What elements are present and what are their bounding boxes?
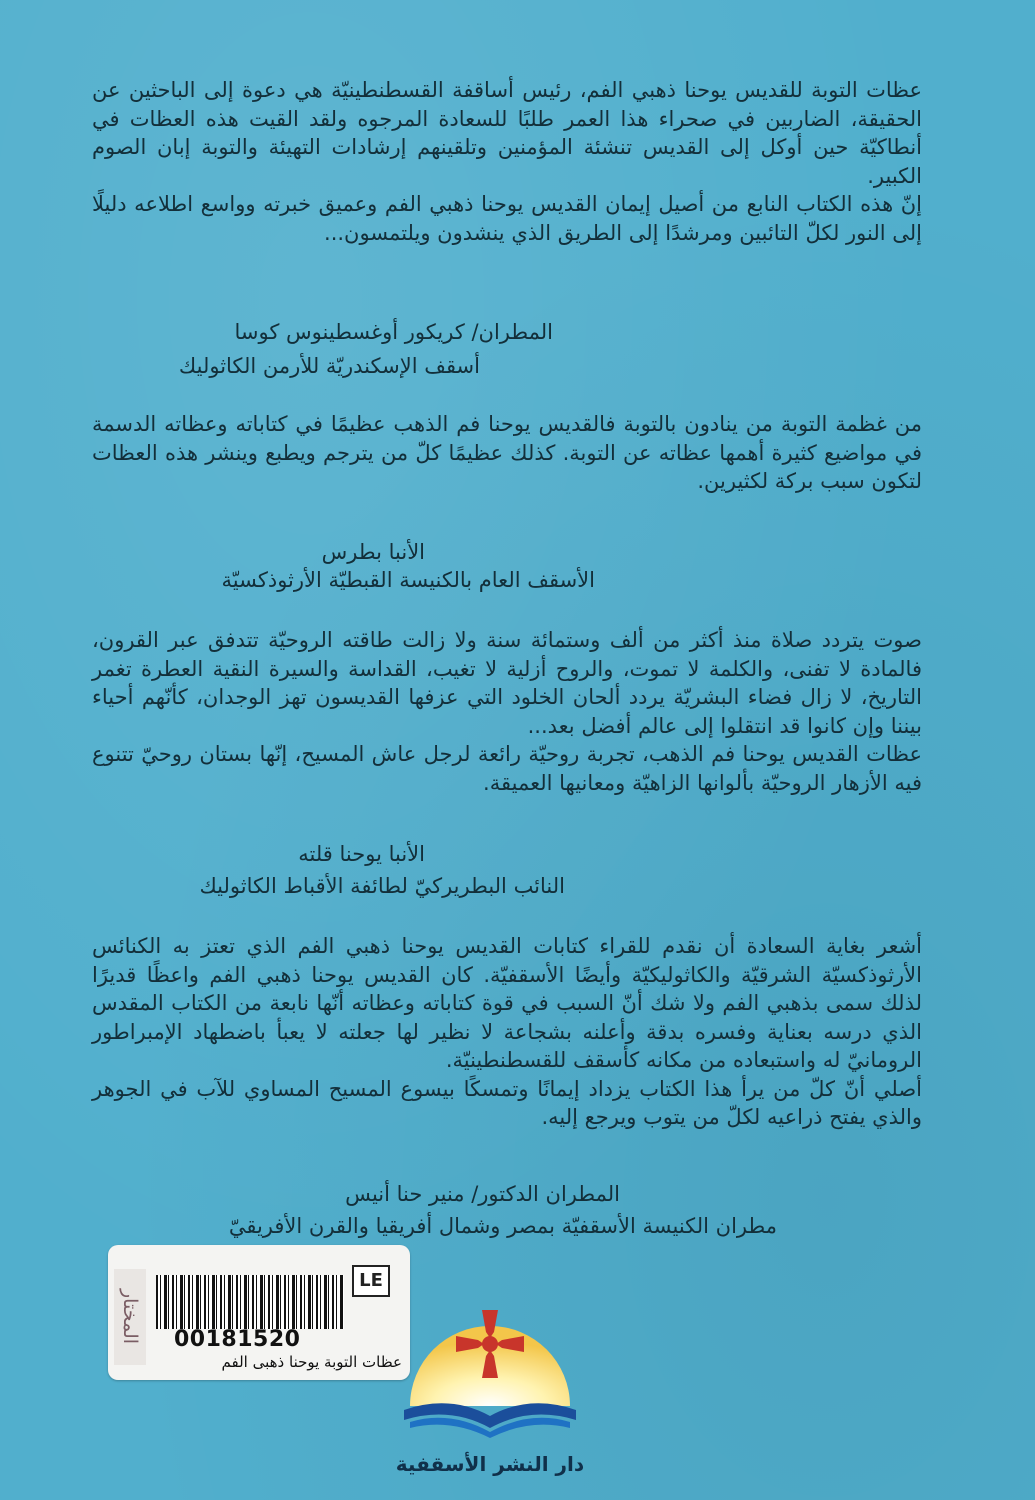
endorsement-4-signer-title: مطران الكنيسة الأسقفيّة بمصر وشمال أفريقيا والقرن الأفريقيّ (228, 1214, 777, 1238)
endorsement-2-signer-title: الأسقف العام بالكنيسة القبطيّة الأرثوذكسيّة (221, 568, 595, 592)
barcode-sticker (108, 1245, 410, 1380)
endorsement-4-signer: المطران الدكتور/ منير حنا أنيس (345, 1182, 620, 1206)
publisher-name: دار النشر الأسقفية (395, 1452, 585, 1476)
endorsement-1 (92, 76, 922, 247)
corner-mark: LE (352, 1265, 390, 1297)
endorsement-4-paragraph: أشعر بغاية السعادة أن نقدم للقراء كتابات القديس يوحنا ذهبي الفم الذي تعتز به الكنائس الأرثوذكسيّة الشرقيّة والكاثوليكيّة وأيضًا الأسقفيّة. كان القديس يوحنا ذهبي الفم واعظًا قديرًا لذلك سمى بذهبي الفم ولا شك أنّ السبب في قوة كتاباته وعظاته أنّها نابعة من الكتاب المقدس الذي درسه بعناية وفسره بدقة وأعلنه بشجاعة لا نظير لها جعلته لا يعبأ باضطهاد الإمبراطور الرومانيّ له واستبعاده من مكانه كأسقف للقسطنطينيّة. (92, 934, 922, 1072)
library-label: المختار (114, 1269, 146, 1365)
endorsement-3-paragraph: صوت يتردد صلاة منذ أكثر من ألف وستمائة سنة ولا زالت طاقته الروحيّة تتدفق عبر القرون، فالمادة لا تفنى، والكلمة لا تموت، والروح أزلية لا تغيب، القداسة والسيرة النقية العطرة تغمر التاريخ، لا زال فضاء البشريّة يردد ألحان الخلود التي عزفها القديسون تهز الوجدان، كأنّهم أحياء بيننا وإن كانوا قد انتقلوا إلى عالم أفضل بعد... (92, 628, 922, 738)
barcode-number: 00181520 (174, 1327, 301, 1352)
endorsement-2-paragraph: من غظمة التوبة من ينادون بالتوبة فالقديس يوحنا فم الذهب عظيمًا في كتاباته وعظاته الدسمة في مواضيع كثيرة أهمها عظاته عن التوبة. كذلك عظيمًا كلّ من يترجم ويطبع وينشر هذه العظات لتكون سبب بركة لكثيرين. (92, 412, 922, 493)
endorsement-3-signer-title: النائب البطريركيّ لطائفة الأقباط الكاثوليك (199, 874, 565, 898)
endorsement-4-paragraph-2: أصلي أنّ كلّ من يرأ هذا الكتاب يزداد إيمانًا وتمسكًا بيسوع المسيح المساوي للآب في الجوهر والذي يفتح ذراعيه لكلّ من يتوب ويرجع إليه. (92, 1076, 922, 1129)
endorsement-3 (92, 626, 922, 797)
endorsement-3-signer: الأنبا يوحنا قلته (298, 842, 425, 866)
endorsement-1-signer-title: أسقف الإسكندريّة للأرمن الكاثوليك (178, 354, 480, 378)
endorsement-1-signer: المطران/ كريكور أوغسطينوس كوسا (234, 320, 553, 344)
endorsement-3-paragraph-2: عظات القديس يوحنا فم الذهب، تجربة روحيّة رائعة لرجل عاش المسيح، إنّها بستان روحيّ تتنوع فيه الأزهار الروحيّة بألوانها الزاهيّة ومعانيها العميقة. (92, 742, 922, 795)
endorsement-2-signer: الأنبا بطرس (321, 540, 425, 564)
sticker-book-title: عظات التوبة يوحنا ذهبى الفم (221, 1353, 402, 1371)
endorsement-1-paragraph: عظات التوبة للقديس يوحنا ذهبي الفم، رئيس أساقفة القسطنطينيّة هي دعوة إلى الباحثين عن الحقيقة، الضاربين في صحراء هذا العمر طلبًا للسعادة المرجوه ولقد القيت هذه العظات في أنطاكيّة حين أوكل إلى القديس تنشئة المؤمنين وتلقينهم إرشادات التهيئة والتوبة إبان الصوم الكبير. (92, 78, 922, 188)
endorsement-2 (92, 410, 922, 496)
barcode (156, 1275, 344, 1329)
endorsement-4 (92, 932, 922, 1132)
endorsement-1-paragraph-2: إنّ هذه الكتاب النابع من أصيل إيمان القديس يوحنا ذهبي الفم وعميق خبرته وواسع اطلاعه دليلًا إلى النور لكلّ التائبين ومرشدًا إلى الطريق الذي ينشدون ويلتمسون... (92, 192, 922, 245)
open-book-icon (404, 1403, 576, 1438)
publisher-logo (390, 1298, 590, 1458)
